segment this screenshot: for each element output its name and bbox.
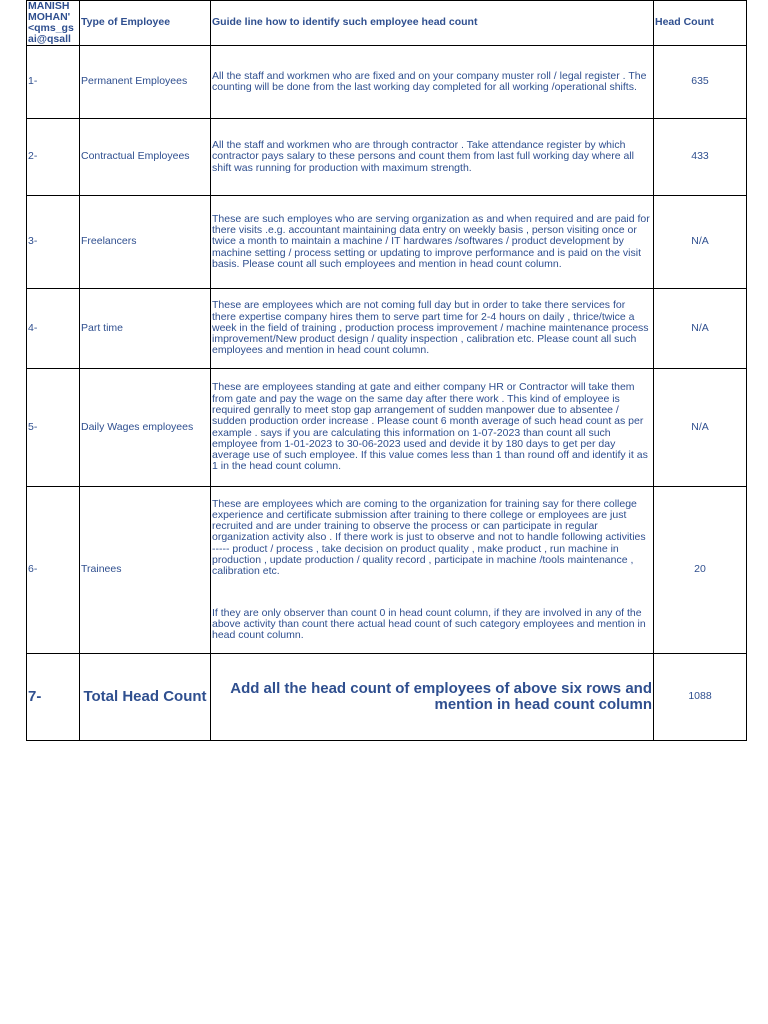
- paragraph-gap: [212, 578, 652, 608]
- guideline-text: These are such employes who are serving organization as and when required and are paid for there visits .e.g. accountant maintaining data entry on weekly basis , person visiting once or twice a month to maintain a machine / IT hardwares /softwares / product development by machine setting / process setting or updating to improve performance and is paid on the visit basis. Please count all such employees and mention in head count column.: [211, 196, 654, 289]
- head-count-value: 20: [654, 487, 747, 654]
- header-row: [27, 1, 747, 46]
- table-row: [27, 369, 747, 487]
- head-count-table: [26, 0, 747, 741]
- head-count-value: 635: [654, 46, 747, 119]
- guideline-text: These are employees which are coming to the organization for training say for there college experience and certificate submission after training to there college or employees are just recruited and are under training to observe the process or can participate in regular organization activity also . If there work is just to observe and not to handle following activities ----- product / process , take decision on product quality , make product , run machine in production , update production / quality record , participate in machine /tools maintenance , calibration etc.: [212, 497, 646, 578]
- employee-type: Permanent Employees: [80, 46, 211, 119]
- total-guideline: Add all the head count of employees of above six rows and mention in head count column: [211, 654, 654, 741]
- header-count-cell: Head Count: [654, 1, 747, 46]
- row-number: 2-: [27, 119, 80, 196]
- employee-type: Daily Wages employees: [80, 369, 211, 487]
- table-row: [27, 487, 747, 654]
- row-number: 5-: [27, 369, 80, 487]
- total-label: Total Head Count: [80, 654, 211, 741]
- guideline-text: These are employees which are not coming full day but in order to take there services for there expertise company hires them to serve part time for 2-4 hours on daily , thrice/twice a week in the field of training , production process improvement / machine maintenance process improvement/New product design / quality inspection , calibration etc. Please count all such employees and mention in head count column.: [211, 289, 654, 369]
- employee-type: Contractual Employees: [80, 119, 211, 196]
- header-author-cell: MANISH MOHAN' <qms_gs ai@qsall: [27, 1, 80, 46]
- table-row: [27, 289, 747, 369]
- head-count-value: N/A: [654, 196, 747, 289]
- row-number: 3-: [27, 196, 80, 289]
- guideline-note: If they are only observer than count 0 in head count column, if they are involved in any of the above activity than count there actual head count of such category employees and mention in head count column.: [212, 606, 646, 642]
- table-row: [27, 119, 747, 196]
- guideline-text: All the staff and workmen who are fixed and on your company muster roll / legal register . The counting will be done from the last working day completed for all working /operational shifts.: [211, 46, 654, 119]
- row-number: 4-: [27, 289, 80, 369]
- total-head-count: 1088: [654, 654, 747, 741]
- head-count-value: N/A: [654, 289, 747, 369]
- guideline-text: All the staff and workmen who are through contractor . Take attendance register by which contractor pays salary to these persons and count them from last full working day where all shift was running for production with maximum strength.: [211, 119, 654, 196]
- header-guide-cell: Guide line how to identify such employee head count: [211, 1, 654, 46]
- employee-type: Part time: [80, 289, 211, 369]
- employee-type: Trainees: [80, 487, 211, 654]
- employee-type: Freelancers: [80, 196, 211, 289]
- row-number: 6-: [27, 487, 80, 654]
- table-row: [27, 196, 747, 289]
- table-row: [27, 46, 747, 119]
- total-number: 7-: [27, 654, 80, 741]
- header-type-cell: Type of Employee: [80, 1, 211, 46]
- head-count-value: N/A: [654, 369, 747, 487]
- guideline-text: These are employees standing at gate and either company HR or Contractor will take them from gate and pay the wage on the same day after there work . This kind of employee is required genrally to meet stop gap arrangement of sudden manpower due to absentee / sudden production order increase . Please count 6 month average of such head count as per example . says if you are calculating this information on 1-07-2023 than count all such employee from 1-01-2023 to 30-06-2023 used and devide it by 180 days to get per day average use of such employee. If this value comes less than 1 than round off and identify it as 1 in the head count column.: [211, 369, 654, 487]
- row-number: 1-: [27, 46, 80, 119]
- guideline-cell: [211, 487, 654, 654]
- total-row: [27, 654, 747, 741]
- head-count-value: 433: [654, 119, 747, 196]
